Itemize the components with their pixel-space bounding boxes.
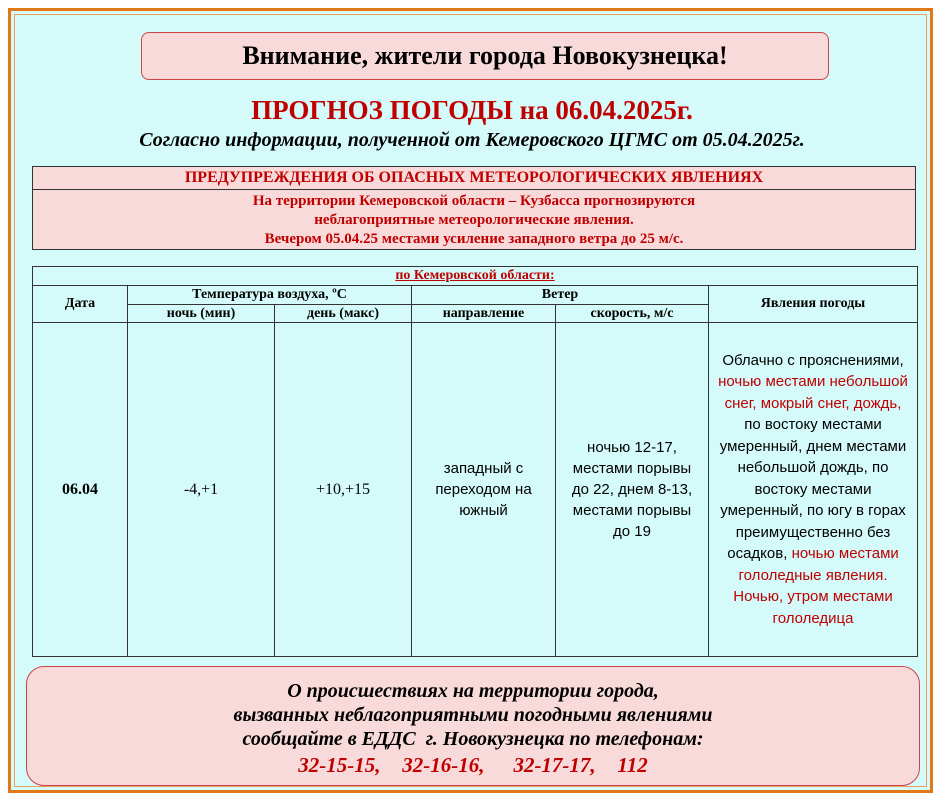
phenomena-part-2: ночью местами небольшой снег, мокрый снег, дождь, xyxy=(718,373,908,412)
footer-line-1: О происшествиях на территории города, xyxy=(287,680,659,702)
warning-line-1: На территории Кемеровской области – Кузбасса прогнозируются xyxy=(252,193,696,209)
attention-banner: Внимание, жители города Новокузнецка! xyxy=(141,32,829,80)
warning-line-2: неблагоприятные метеорологические явления. xyxy=(314,212,634,228)
cell-phenomena xyxy=(709,323,918,657)
cell-night-temp: -4,+1 xyxy=(128,323,275,657)
phenomena-part-4: ночью местами гололедные явления. Ночью, утром местами гололедица xyxy=(733,545,899,627)
header-day: день (макс) xyxy=(275,305,412,323)
warning-header: ПРЕДУПРЕЖДЕНИЯ ОБ ОПАСНЫХ МЕТЕОРОЛОГИЧЕСКИХ ЯВЛЕНИЯХ xyxy=(33,167,915,190)
header-date: Дата xyxy=(33,286,128,323)
phenomena-part-1: Облачно с прояснениями, xyxy=(722,351,904,369)
warning-line-3: Вечером 05.04.25 местами усиление западного ветра до 25 м/с. xyxy=(264,231,684,247)
footer-line-2: вызванных неблагоприятными погодными явлениями xyxy=(233,704,713,726)
cell-wind-direction: западный с переходом на южный xyxy=(412,323,556,657)
header-night: ночь (мин) xyxy=(128,305,275,323)
table-row xyxy=(33,323,918,657)
header-speed: скорость, м/с xyxy=(556,305,709,323)
warning-body xyxy=(33,190,915,249)
warning-box xyxy=(32,166,916,250)
forecast-title: ПРОГНОЗ ПОГОДЫ на 06.04.2025г. xyxy=(251,95,693,125)
header-temperature: Температура воздуха, ºС xyxy=(128,286,412,305)
phenomena-part-3: по востоку местами умеренный, днем местами небольшой дождь, по востоку местами умеренный, по югу в горах преимущественно без осадков, xyxy=(719,416,907,563)
forecast-source: Согласно информации, полученной от Кемеровского ЦГМС от 05.04.2025г. xyxy=(139,129,805,151)
table-region-title: по Кемеровской области: xyxy=(33,267,918,286)
cell-day-temp: +10,+15 xyxy=(275,323,412,657)
cell-wind-speed: ночью 12-17, местами порывы до 22, днем 8-13, местами порывы до 19 xyxy=(556,323,709,657)
emergency-phones: 32-15-15, 32-16-16, 32-17-17, 112 xyxy=(298,753,648,777)
footer-line-3: сообщайте в ЕДДС г. Новокузнецка по телефонам: xyxy=(242,728,704,750)
emergency-footer xyxy=(26,666,920,786)
header-direction: направление xyxy=(412,305,556,323)
header-wind: Ветер xyxy=(412,286,709,305)
forecast-table xyxy=(32,266,918,657)
cell-date: 06.04 xyxy=(33,323,128,657)
header-phenomena: Явления погоды xyxy=(709,286,918,323)
